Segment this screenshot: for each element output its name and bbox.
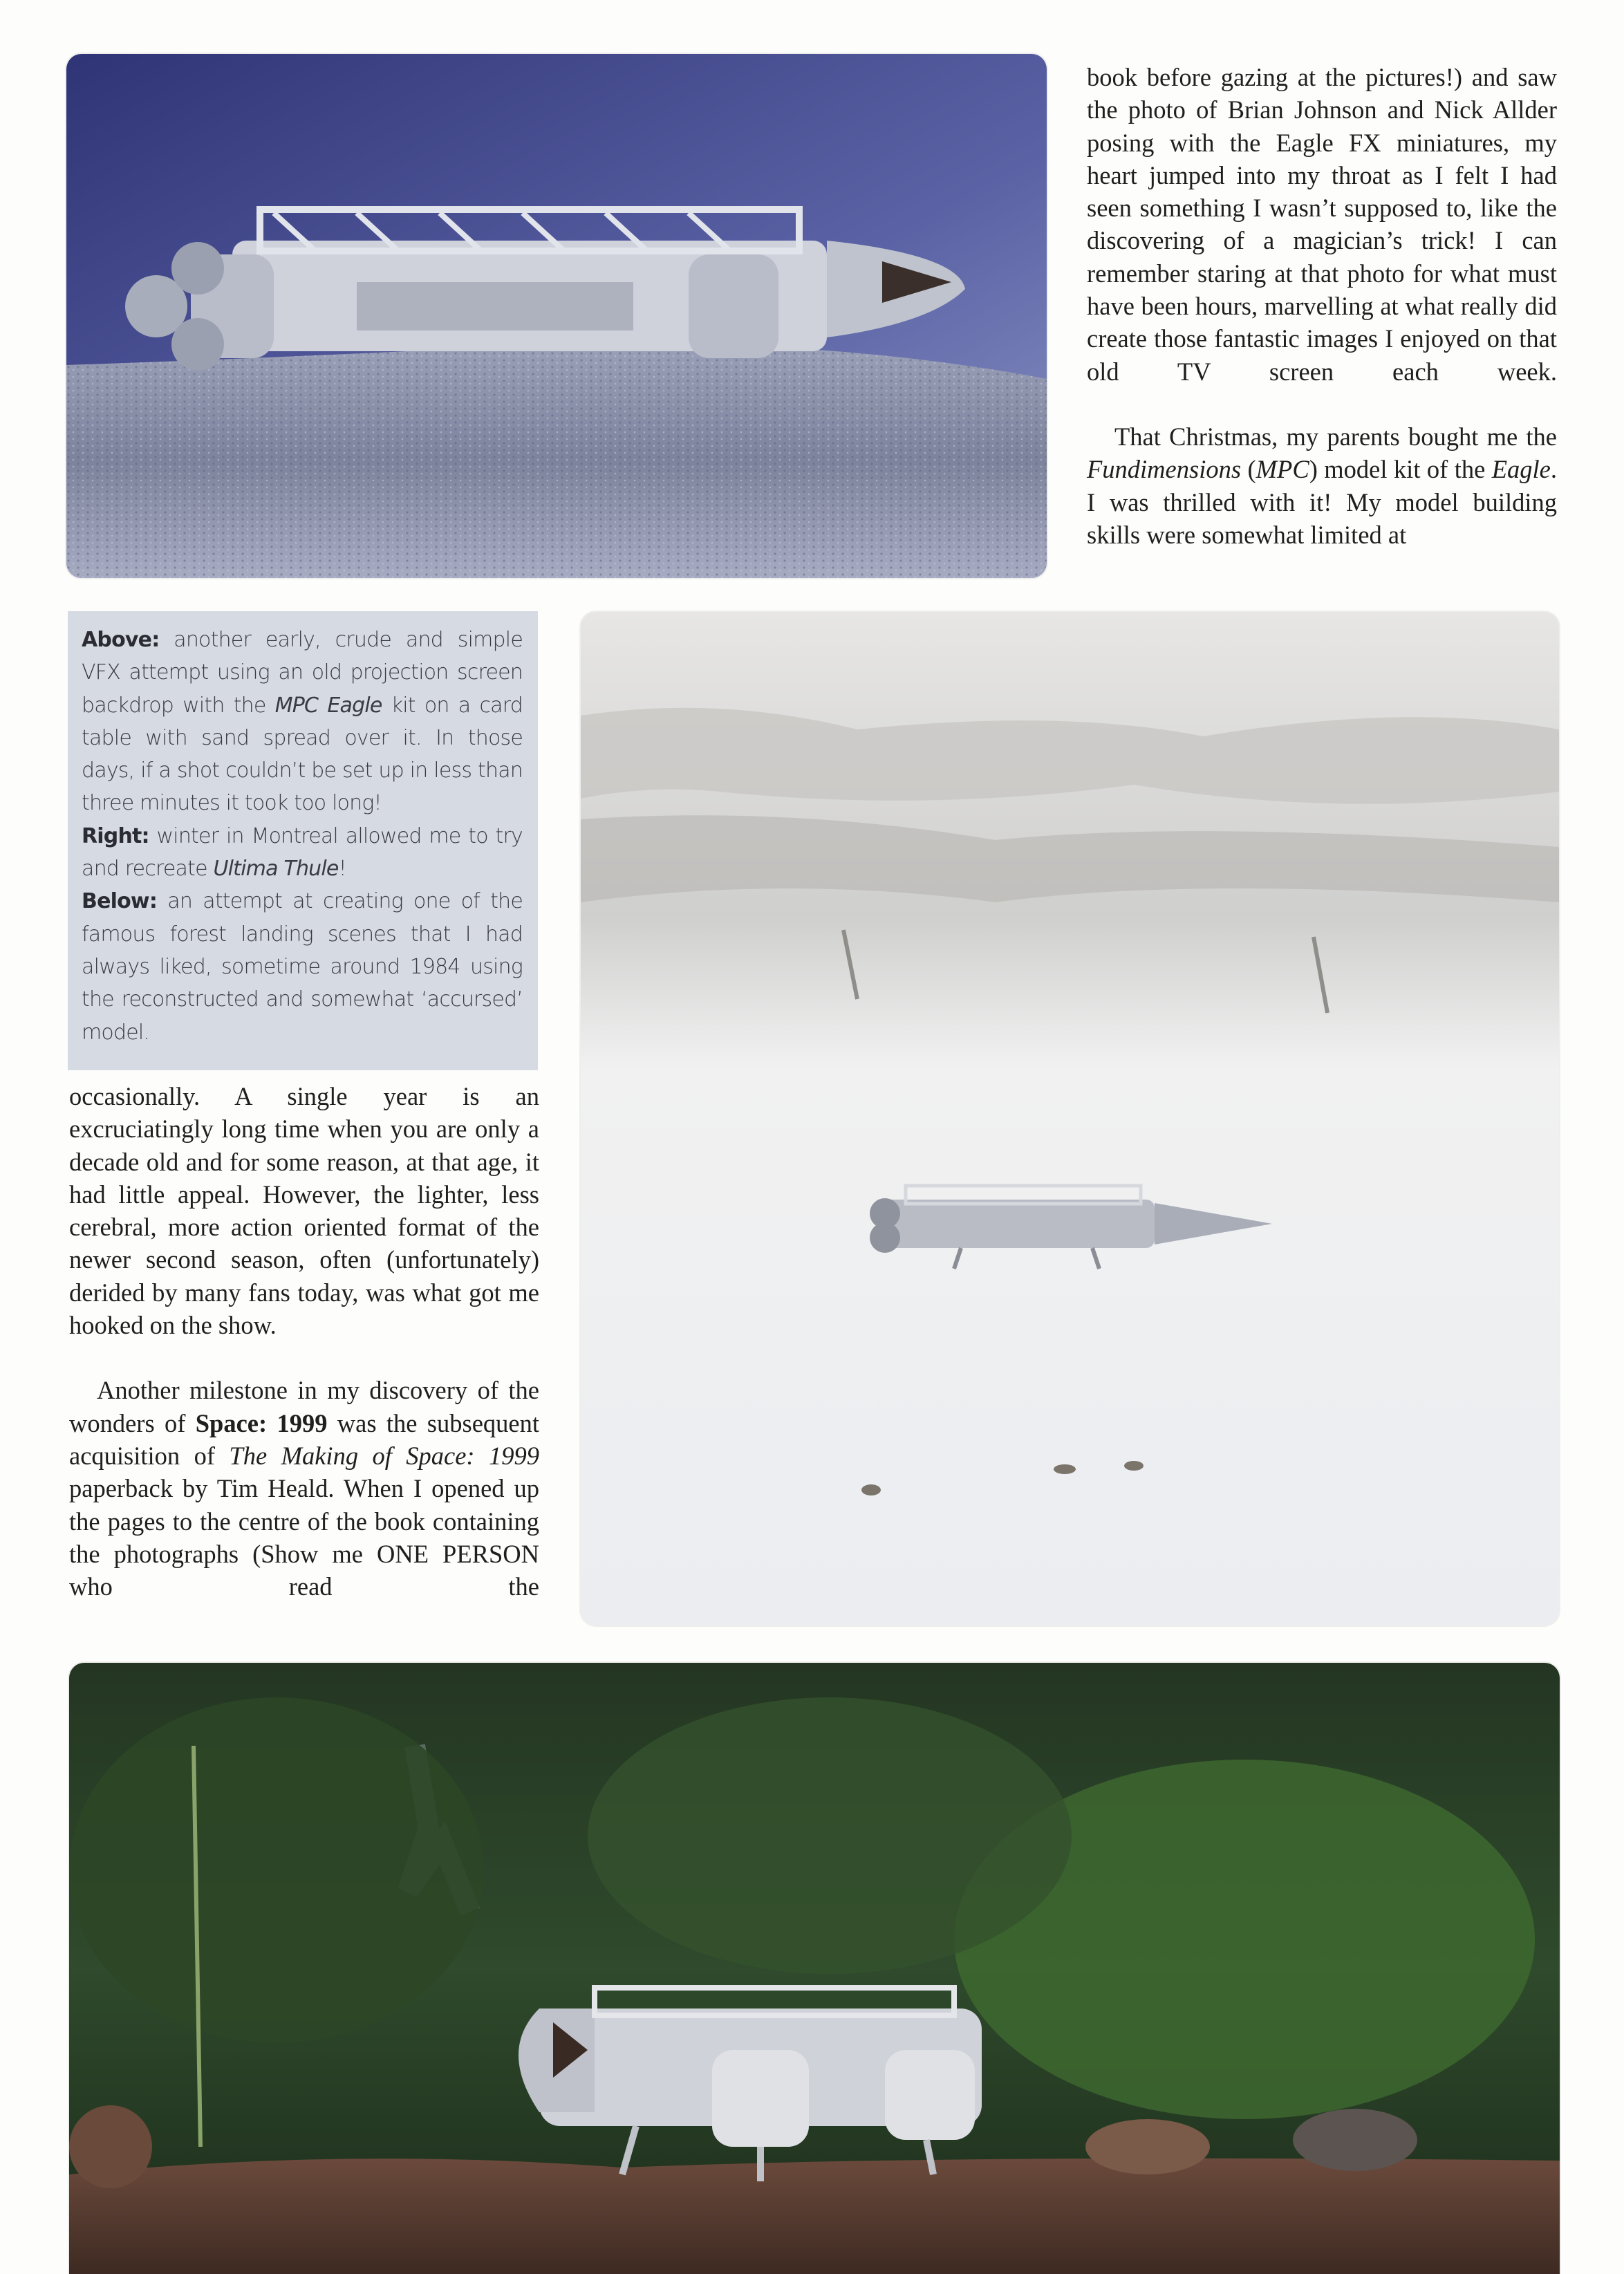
paragraph-milestone: Another milestone in my discovery of the wonders of Space: 1999 was the subsequent acquisition of The Making of Space: 1999 paperback by Tim Heald. When I opened up the pages to the centre of the book containing the photographs (Show me ONE PERSON who read the	[69, 1376, 540, 1601]
photo-eagle-forest	[69, 1663, 1560, 2274]
photo-eagle-sand	[66, 54, 1047, 578]
photo-caption-box	[68, 611, 538, 1070]
article-text-left-column	[69, 1080, 539, 1603]
article-text-right-column	[1087, 61, 1557, 551]
photo-eagle-snow	[581, 612, 1559, 1625]
caption-right: Right: winter in Montreal allowed me to try and recreate Ultima Thule!	[82, 823, 523, 882]
paragraph-continued: book before gazing at the pictures!) and saw the photo of Brian Johnson and Nick Allder posing with the Eagle FX miniatures, my heart jumped into my throat as I felt I had seen something I wasn’t supposed to, like the discovering of a magician’s trick! I can remember staring at that photo for what must have been hours, marvelling at what really did create those fantastic images I enjoyed on that old TV screen each week.	[1087, 63, 1557, 386]
caption-below: Below: an attempt at creating one of the famous forest landing scenes that I had always liked, sometime around 1984 using the reconstructed and somewhat ‘accursed’ model.	[82, 889, 523, 1045]
paragraph-occasionally: occasionally. A single year is an excruciatingly long time when you are only a decade old and for some reason, at that age, it had little appeal. However, the lighter, less cerebral, more action oriented format of the newer second season, often (unfortunately) derided by many fans today, was what got me hooked on the show.	[69, 1082, 539, 1340]
paragraph-christmas: That Christmas, my parents bought me the Fundimensions (MPC) model kit of the Eagle. I was thrilled with it! My model building skills were somewhat limited at	[1087, 422, 1558, 549]
caption-above: Above: another early, crude and simple VFX attempt using an old projection screen backdrop with the MPC Eagle kit on a card table with sand spread over it. In those days, if a shot couldn’t be set up in less than three minutes it took too long!	[82, 628, 523, 816]
